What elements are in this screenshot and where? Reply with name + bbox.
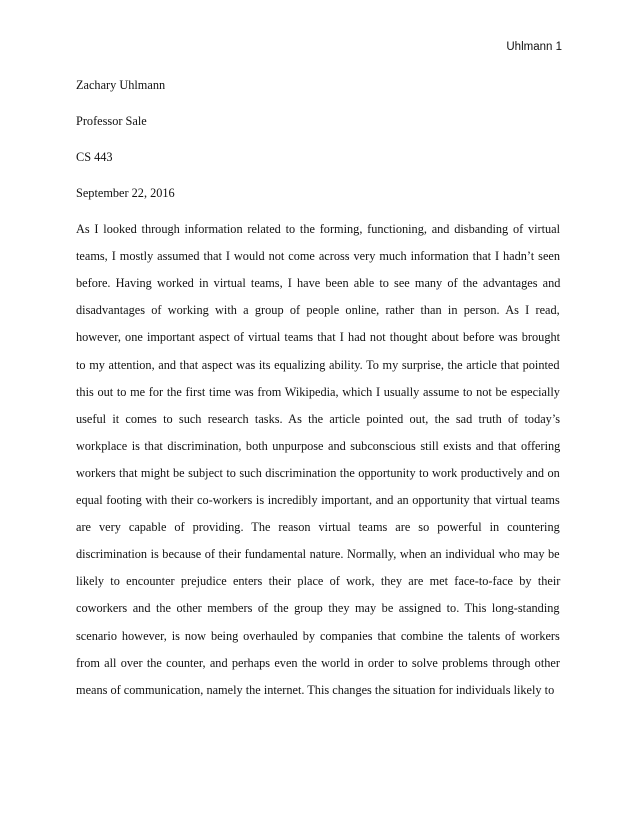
- body-line: however, one important aspect of virtual teams that I had not thought about before was brought: [76, 330, 561, 345]
- running-head: Uhlmann 1: [506, 41, 562, 53]
- body-line: means of communication, namely the internet. This changes the situation for individuals likely to: [76, 682, 555, 697]
- body-line: scenario however, is now being overhauled by companies that combine the talents of workers: [76, 628, 560, 643]
- course-code: CS 443: [76, 150, 113, 164]
- essay-date: September 22, 2016: [76, 186, 175, 200]
- body-line: this out to me for the first time was from Wikipedia, which I usually assume to not be especially: [76, 384, 560, 399]
- body-line: equal footing with their co-workers is incredibly important, and an opportunity that virtual teams: [76, 493, 560, 507]
- body-line: workers that might be subject to such discrimination the opportunity to work productively and on: [76, 465, 560, 480]
- instructor-name: Professor Sale: [76, 114, 147, 128]
- body-line: to my attention, and that aspect was its equalizing ability. To my surprise, the article that pointed: [76, 357, 560, 372]
- body-line: discrimination is because of their fundamental nature. Normally, when an individual who may be: [76, 547, 560, 562]
- body-line: As I looked through information related to the forming, functioning, and disbanding of virtual: [76, 222, 561, 236]
- body-line: from all over the counter, and perhaps even the world in order to solve problems through other: [76, 655, 560, 670]
- body-line: before. Having worked in virtual teams, I have been able to see many of the advantages and: [76, 276, 561, 291]
- body-line: are very capable of providing. The reason virtual teams are so powerful in countering: [76, 520, 560, 535]
- author-name: Zachary Uhlmann: [76, 78, 166, 92]
- body-line: teams, I mostly assumed that I would not come across very much information that I hadn’t seen: [76, 249, 561, 264]
- body-line: coworkers and the other members of the group they may be assigned to. This long-standing: [76, 601, 560, 616]
- body-line: useful it comes to such research tasks. As the article pointed out, the sad truth of today’s: [76, 411, 561, 426]
- body-line: likely to encounter prejudice enters their place of work, they are met face-to-face by their: [76, 574, 561, 589]
- body-line: workplace is that discrimination, both unpurpose and subconscious still exists and that offering: [76, 438, 561, 453]
- body-line: disadvantages of working with a group of people online, rather than in person. As I read,: [76, 303, 560, 318]
